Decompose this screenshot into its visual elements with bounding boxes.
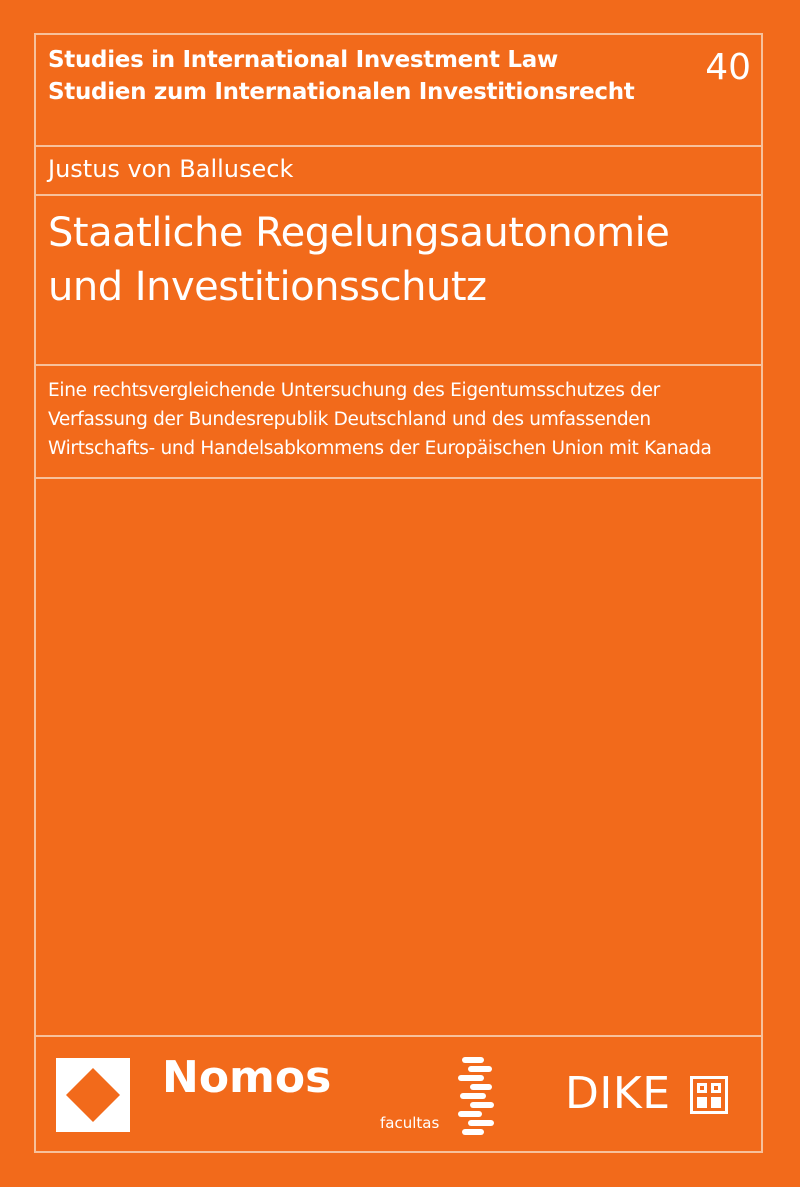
publisher-dike: DIKE	[565, 1068, 671, 1119]
divider-author	[34, 194, 763, 196]
series-title	[48, 44, 634, 108]
book-title-line-2: und Investitionsschutz	[48, 264, 487, 310]
series-title-de: Studien zum Internationalen Investitionsrecht	[48, 79, 635, 105]
author-name: Justus von Balluseck	[48, 155, 294, 183]
publisher-nomos: Nomos	[162, 1052, 332, 1103]
series-title-en: Studies in International Investment Law	[48, 47, 558, 73]
facultas-stack-logo-icon	[456, 1055, 496, 1135]
book-title	[48, 206, 669, 314]
volume-number: 40	[705, 47, 751, 88]
book-subtitle	[48, 376, 712, 463]
dike-window-logo-icon	[690, 1076, 728, 1114]
book-title-line-1: Staatliche Regelungsautonomie	[48, 210, 670, 256]
subtitle-line-3: Wirtschafts- und Handelsabkommens der Europäischen Union mit Kanada	[48, 438, 712, 459]
subtitle-line-1: Eine rechtsvergleichende Untersuchung des Eigentumsschutzes der	[48, 380, 660, 401]
cover-frame	[34, 33, 763, 1153]
divider-title	[34, 364, 763, 366]
publisher-facultas: facultas	[380, 1114, 440, 1132]
divider-series	[34, 145, 763, 147]
divider-subtitle	[34, 477, 763, 479]
nomos-diamond-logo-icon	[56, 1058, 130, 1132]
divider-publishers	[34, 1035, 763, 1037]
subtitle-line-2: Verfassung der Bundesrepublik Deutschland und des umfassenden	[48, 409, 651, 430]
